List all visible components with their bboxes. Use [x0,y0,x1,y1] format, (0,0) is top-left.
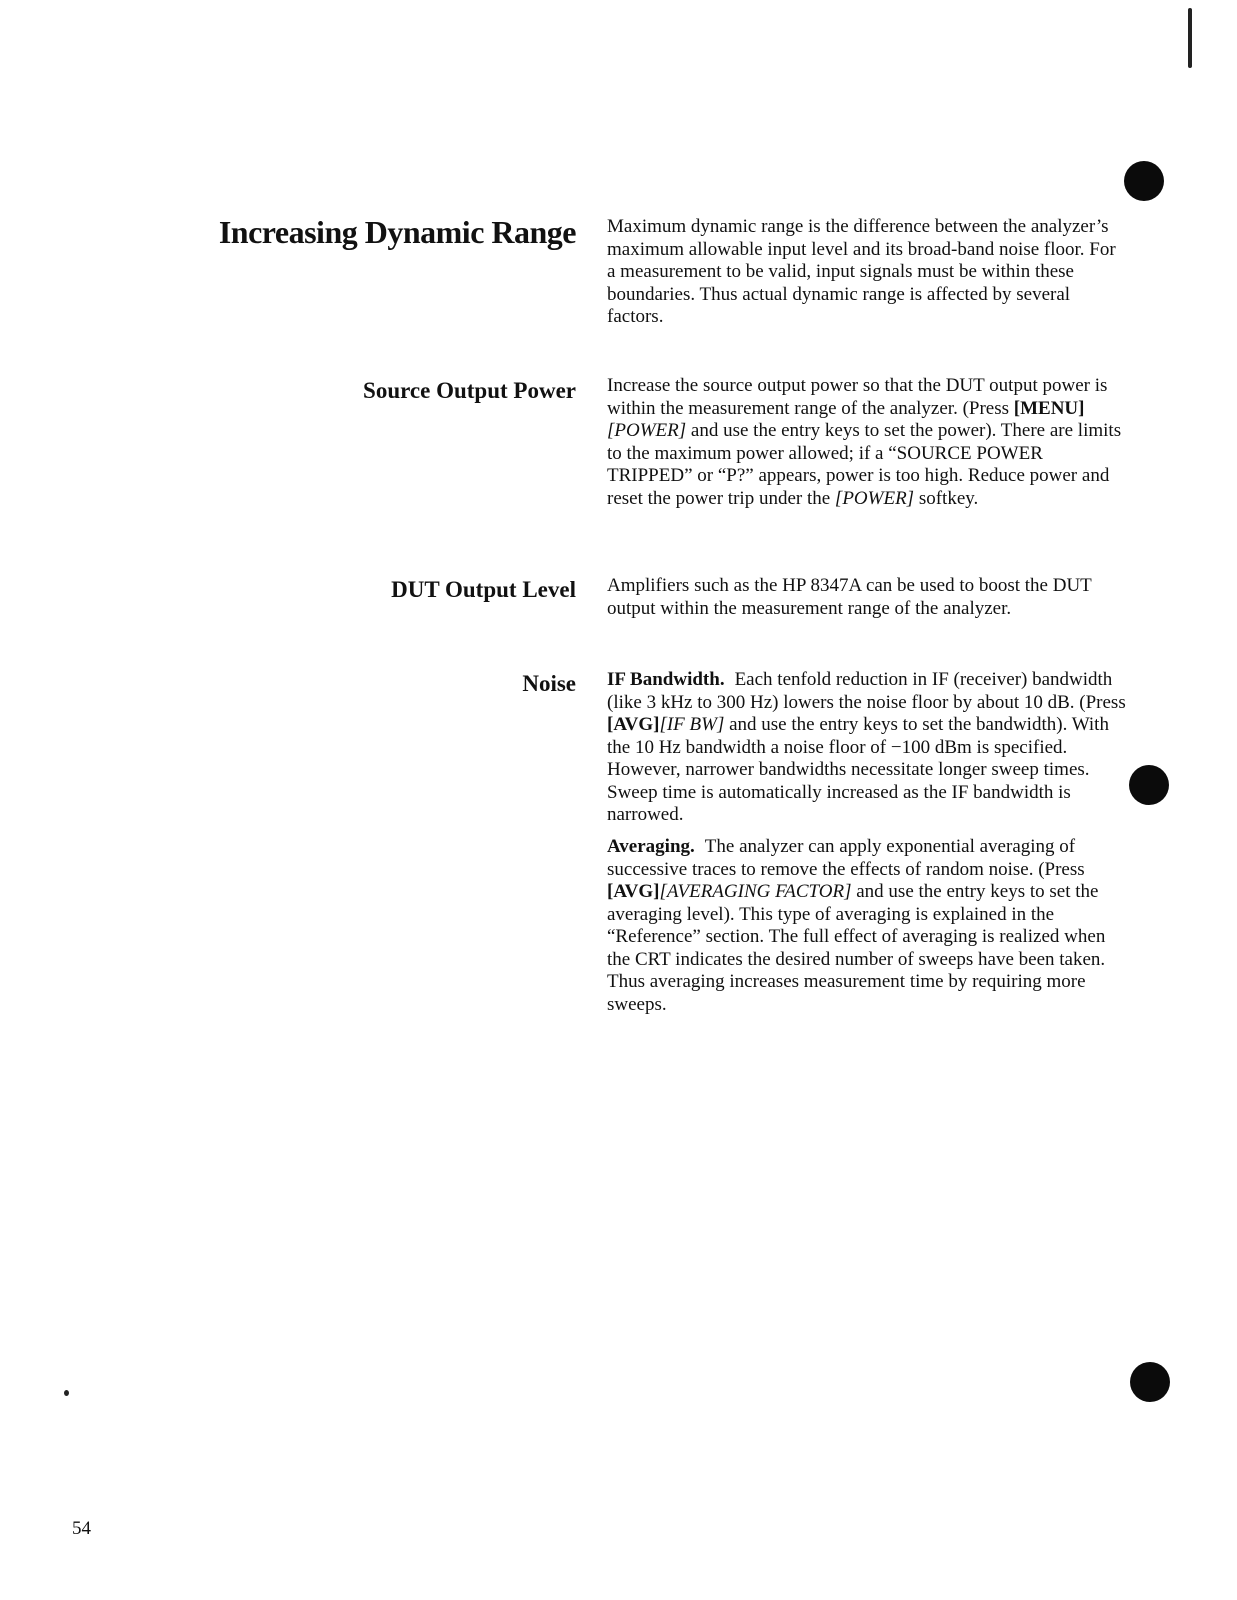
text-run: and use the entry keys to set the averaging level). This type of averaging is explained in the “Reference” section. The full effect of averaging is realized when the CRT indicates the desired number of sweeps have been taken. Thus averaging increases measurement time by requiring more sweeps. [607,881,1106,1015]
text-run: and use the entry keys to set the power). There are limits to the maximum power allowed; if a “SOURCE POWER TRIPPED” or “P?” appears, power is too high. Reduce power and reset the power trip under the [607,420,1122,509]
averaging-factor-softkey-label: [AVERAGING FACTOR] [659,881,852,902]
if-bandwidth-paragraph [607,669,1127,827]
section-intro-paragraph: Maximum dynamic range is the difference between the analyzer’s maximum allowable input level and its broad-band noise floor. For a measurement to be valid, input signals must be within these boundaries. Thus actual dynamic range is affected by several factors. [607,216,1116,327]
scan-speck [64,1390,69,1396]
section-title: Increasing Dynamic Range [218,214,576,250]
dut-output-level-paragraph: Amplifiers such as the HP 8347A can be used to boost the DUT output within the measurement range of the analyzer. [607,575,1092,619]
menu-key-label: [MENU] [1013,397,1085,419]
text-run: softkey. [914,487,979,509]
page-number: 54 [72,1518,91,1539]
text-run: and use the entry keys to set the bandwidth). With the 10 Hz bandwidth a noise floor of −100 dBm is specified. However, narrower bandwidths necessitate longer sweep times. Sweep time is automatically increased as the IF bandwidth is narrowed. [607,714,1109,825]
text-run: The analyzer can apply exponential averaging of successive traces to remove the effects of random noise. (Press [607,836,1085,880]
averaging-label: Averaging. [607,836,695,857]
power-softkey-label: [POWER] [607,420,687,441]
dut-output-level-heading: DUT Output Level [391,577,576,602]
source-output-power-heading: Source Output Power [363,378,576,403]
averaging-paragraph [607,836,1127,1016]
text-run: Increase the source output power so that the DUT output power is within the measurement range of the analyzer. (Press [607,375,1108,419]
if-bandwidth-label: IF Bandwidth. [607,669,725,690]
avg-key-label: [AVG] [607,714,660,735]
scan-mark [1188,8,1192,68]
source-output-power-paragraph [607,375,1127,510]
binder-hole-middle [1129,765,1169,805]
text-run: Each tenfold reduction in IF (receiver) bandwidth (like 3 kHz to 300 Hz) lowers the noise floor by about 10 dB. (Press [607,669,1126,713]
power-softkey-label: [POWER] [834,487,915,509]
binder-hole-bottom [1130,1362,1170,1402]
if-bw-softkey-label: [IF BW] [659,714,725,735]
avg-key-label: [AVG] [607,881,660,902]
binder-hole-top [1124,161,1164,201]
noise-heading: Noise [522,671,576,696]
